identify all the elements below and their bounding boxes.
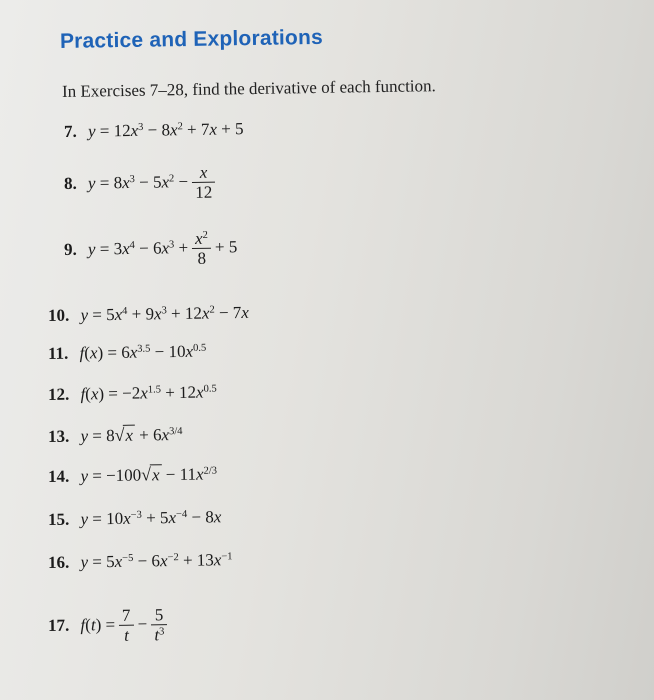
exercise-number: 14. [47,466,70,486]
exercise-10 [48,303,249,326]
exercise-number: 17. [47,615,70,635]
exercise-12 [48,382,217,405]
exercise-15 [48,507,222,530]
exercise-expression: $y = -100√x - 11x^{2/3}$ [80,464,218,486]
exercise-9 [64,229,238,269]
exercise-17 [48,606,172,646]
exercise-expression: $f(x) = 6x^{3.5} - 10x^{0.5}$ [79,341,207,363]
exercise-16 [48,550,233,573]
exercise-8 [64,164,220,204]
exercise-number: 12. [47,384,70,404]
exercise-expression: $y = 10x^{-3} + 5x^{-4} - 8x$ [80,507,222,529]
exercise-expression: $f(x) = -2x^{1.5} + 12x^{0.5}$ [80,382,217,404]
exercise-expression: $y = 8√x + 6x^{3/4}$ [80,424,183,446]
exercise-expression: $y = 5x^4 + 9x^3 + 12x^2 - 7x$ [80,302,250,325]
exercise-number: 7. [63,121,77,141]
exercise-7 [64,119,244,142]
exercise-number: 16. [47,552,70,572]
exercise-number: 10. [47,305,70,325]
exercise-number: 15. [47,509,70,529]
exercise-number: 13. [47,426,70,446]
exercise-expression: f(t) = $\frac{7}{t}$ − $\frac{5}{t^3}$ [80,614,171,634]
exercise-expression: $y = 8x^3 - 5x^2$ − $\frac{x}{12}$ [88,171,219,192]
exercise-11 [48,342,207,364]
exercise-number: 9. [63,239,77,259]
exercise-number: 8. [63,173,77,193]
exercise-14 [48,463,217,487]
exercise-13 [48,424,183,447]
exercise-expression: $y = 12x^3 - 8x^2 + 7x + 5$ [87,119,244,141]
exercise-instructions: In Exercises 7–28, find the derivative of each function. [61,76,436,101]
exercise-expression: $y = 3x^4 - 6x^3$ + $\frac{x^2}{8}$ + 5 [87,228,238,268]
exercise-number: 11. [47,343,69,363]
section-heading: Practice and Explorations [59,25,324,53]
exercise-expression: $y = 5x^{-5} - 6x^{-2} + 13x^{-1}$ [80,550,233,572]
